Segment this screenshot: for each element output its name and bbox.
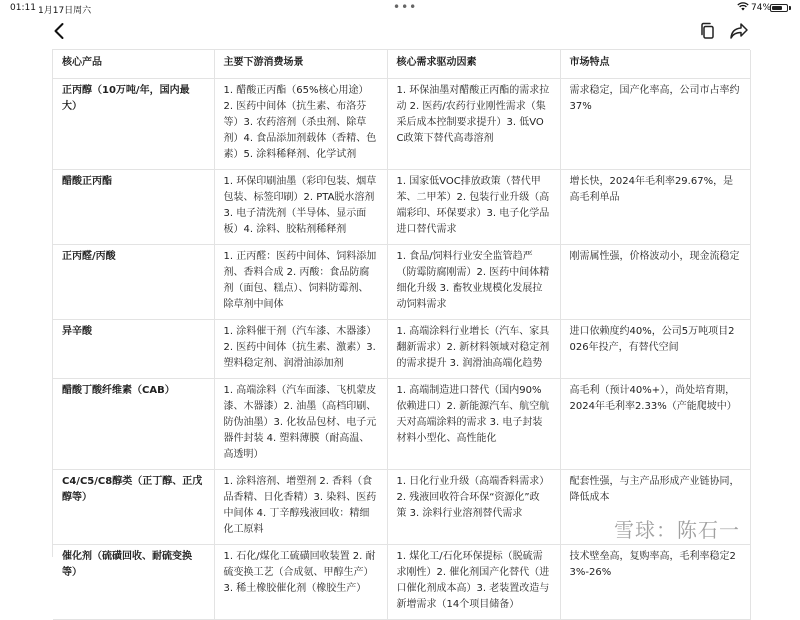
cell-features: 需求稳定，国产化率高，公司市占率约37% [560, 79, 750, 170]
cell-drivers: 1. 国家低VOC排放政策（替代甲苯、二甲苯）2. 包装行业升级（高端彩印、环保要求）3. 电子化学品进口替代需求 [387, 170, 560, 245]
cell-drivers: 1. 高端制造进口替代（国内90%依赖进口）2. 新能源汽车、航空航天对高端涂料的需求 3. 电子封装材料小型化、高性能化 [387, 379, 560, 470]
cell-product: 醋酸丁酸纤维素（CAB） [53, 379, 214, 470]
cell-product: 正丙醛/丙酸 [53, 245, 214, 320]
battery-percent: 74% [751, 3, 772, 13]
cell-scenarios: 1. 涂料催干剂（汽车漆、木器漆）2. 医药中间体（抗生素、激素）3. 塑料稳定剂、润滑油添加剂 [214, 320, 387, 379]
status-time: 01:11 [10, 3, 36, 13]
cell-drivers: 1. 食品/饲料行业安全监管趋严（防霉防腐刚需）2. 医药中间体精细化升级 3. 畜牧业规模化发展拉动饲料需求 [387, 245, 560, 320]
battery-tip [789, 6, 791, 10]
cell-product: C4/C5/C8醇类（正丁醇、正戊醇等） [53, 470, 214, 545]
cell-features: 技术壁垒高，复购率高，毛利率稳定23%-26% [560, 545, 750, 620]
multitasking-dots-icon[interactable]: ••• [393, 0, 418, 14]
product-table [52, 49, 750, 610]
cell-scenarios: 1. 醋酸正丙酯（65%核心用途）2. 医药中间体（抗生素、布洛芬等）3. 农药溶剂（杀虫剂、除草剂）4. 食品添加剂载体（香精、色素）5. 涂料稀释剂、化学试剂 [214, 79, 387, 170]
share-icon[interactable] [729, 22, 749, 40]
table-row [53, 320, 750, 379]
cell-drivers: 1. 煤化工/石化环保提标（脱硫需求刚性）2. 催化剂国产化替代（进口催化剂成本高）3. 老装置改造与新增需求（14个项目储备） [387, 545, 560, 620]
table-header-row [53, 50, 750, 79]
cell-drivers: 1. 日化行业升级（高端香料需求）2. 残液回收符合环保“资源化”政策 3. 涂料行业溶剂替代需求 [387, 470, 560, 545]
table-row [53, 545, 750, 620]
table-row [53, 245, 750, 320]
cell-product: 正丙醇（10万吨/年，国内最大） [53, 79, 214, 170]
copy-icon[interactable] [699, 22, 717, 40]
battery-icon [770, 4, 788, 12]
cell-scenarios: 1. 涂料溶剂、增塑剂 2. 香料（食品香精、日化香精）3. 染料、医药中间体 4. 丁辛醇残液回收：精细化工原料 [214, 470, 387, 545]
cell-product: 异辛酸 [53, 320, 214, 379]
chevron-left-icon[interactable] [50, 21, 70, 41]
status-date: 1月17日周六 [38, 6, 92, 16]
header-features: 市场特点 [560, 50, 750, 79]
status-bar [0, 0, 800, 16]
cell-features: 增长快，2024年毛利率29.67%，是高毛利单品 [560, 170, 750, 245]
cell-scenarios: 1. 正丙醛：医药中间体、饲料添加剂、香料合成 2. 丙酸：食品防腐剂（面包、糕点）、饲料防霉剂、除草剂中间体 [214, 245, 387, 320]
header-drivers: 核心需求驱动因素 [387, 50, 560, 79]
cell-drivers: 1. 高端涂料行业增长（汽车、家具翻新需求）2. 新材料领域对稳定剂的需求提升 3. 润滑油高端化趋势 [387, 320, 560, 379]
cell-product: 催化剂（硫磺回收、耐硫变换等） [53, 545, 214, 620]
table-row [53, 79, 750, 170]
cell-features: 刚需属性强，价格波动小，现金流稳定 [560, 245, 750, 320]
header-product: 核心产品 [53, 50, 214, 79]
table-row [53, 379, 750, 470]
cell-features: 高毛利（预计40%+），尚处培育期，2024年毛利率2.33%（产能爬坡中） [560, 379, 750, 470]
cell-features: 配套性强，与主产品形成产业链协同，降低成本 [560, 470, 750, 545]
cell-scenarios: 1. 石化/煤化工硫磺回收装置 2. 耐硫变换工艺（合成氨、甲醇生产）3. 稀土橡胶催化剂（橡胶生产） [214, 545, 387, 620]
cell-features: 进口依赖度约40%，公司5万吨项目2026年投产，有替代空间 [560, 320, 750, 379]
battery-fill [772, 6, 782, 10]
cell-drivers: 1. 环保油墨对醋酸正丙酯的需求拉动 2. 医药/农药行业刚性需求（集采后成本控制要求提升）3. 低VOC政策下替代高毒溶剂 [387, 79, 560, 170]
table-row [53, 170, 750, 245]
cell-scenarios: 1. 高端涂料（汽车面漆、飞机蒙皮漆、木器漆）2. 油墨（高档印刷、防伪油墨）3. 化妆品包材、电子元器件封装 4. 塑料薄膜（耐高温、高透明） [214, 379, 387, 470]
cell-product: 醋酸正丙酯 [53, 170, 214, 245]
header-scenarios: 主要下游消费场景 [214, 50, 387, 79]
watermark: 雪球：陈石一 [614, 518, 740, 542]
wifi-icon [737, 2, 749, 11]
cell-scenarios: 1. 环保印刷油墨（彩印包装、烟草包装、标签印刷）2. PTA脱水溶剂 3. 电子清洗剂（半导体、显示面板）4. 涂料、胶粘剂稀释剂 [214, 170, 387, 245]
